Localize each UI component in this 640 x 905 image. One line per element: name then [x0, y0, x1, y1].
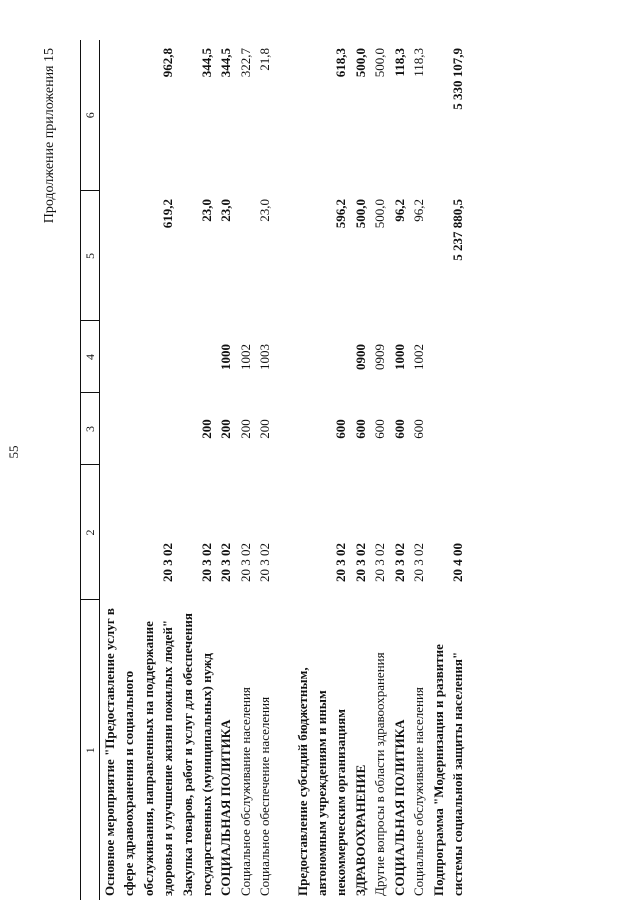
table-body [100, 40, 468, 900]
table-row [390, 40, 409, 900]
table-row [293, 40, 351, 900]
expense-type-code: 600 [411, 419, 427, 439]
table-row [429, 40, 468, 900]
target-article-code: 20 3 02 [237, 543, 253, 582]
table-row [100, 40, 178, 900]
expense-type-code: 200 [257, 419, 273, 439]
section-code [100, 321, 178, 393]
row-name: Закупка товаров, работ и услуг для обеспечения государственных (муниципальных) нужд [179, 613, 215, 896]
row-name: СОЦИАЛЬНАЯ ПОЛИТИКА [218, 719, 234, 896]
expense-type-code: 600 [352, 419, 368, 439]
column-header: 6 [81, 40, 100, 191]
section-code: 1000 [218, 344, 234, 370]
expense-type-code [100, 393, 178, 465]
section-code: 1002 [237, 344, 253, 370]
expense-type-code: 200 [199, 419, 215, 439]
target-article-code: 20 3 02 [333, 543, 349, 582]
section-code [429, 321, 468, 393]
target-article-code: 20 3 02 [391, 543, 407, 582]
table-row [409, 40, 428, 900]
table-row [178, 40, 217, 900]
amount-year-2: 118,3 [391, 48, 407, 77]
amount-year-1: 500,0 [352, 199, 368, 229]
amount-year-2: 344,5 [218, 48, 234, 78]
amount-year-1: 23,0 [218, 199, 234, 222]
amount-year-2: 118,3 [411, 48, 427, 77]
target-article-code: 20 3 02 [372, 543, 388, 582]
row-spacer [275, 40, 293, 900]
expense-type-code: 200 [218, 419, 234, 439]
amount-year-1: 619,2 [160, 199, 176, 229]
row-name: Другие вопросы в области здравоохранения [372, 652, 388, 896]
row-name: Предоставление субсидий бюджетным, автономным учреждениям и иным некоммерческим организациям [294, 667, 349, 896]
column-header: 4 [81, 321, 100, 393]
column-header: 2 [81, 465, 100, 600]
page-number: 55 [6, 445, 21, 459]
table-row [236, 40, 255, 900]
amount-year-1 [236, 191, 255, 321]
target-article-code: 20 4 00 [449, 543, 465, 582]
expense-type-code: 600 [372, 419, 388, 439]
expense-type-code: 200 [237, 419, 253, 439]
amount-year-2: 21,8 [257, 48, 273, 71]
row-name: Социальное обслуживание населения [237, 687, 253, 896]
section-code [178, 321, 217, 393]
section-code: 0909 [372, 344, 388, 370]
section-code: 1003 [257, 344, 273, 370]
amount-year-2: 962,8 [160, 48, 176, 78]
section-code: 0900 [352, 344, 368, 370]
row-name: Социальное обслуживание населения [411, 687, 427, 896]
row-name: Социальное обеспечение населения [257, 696, 273, 896]
amount-year-1: 5 237 880,5 [449, 199, 465, 261]
amount-year-2: 344,5 [199, 48, 215, 78]
amount-year-1: 96,2 [391, 199, 407, 222]
row-name: ЗДРАВООХРАНЕНИЕ [352, 764, 368, 896]
target-article-code: 20 3 02 [411, 543, 427, 582]
expense-type-code [429, 393, 468, 465]
amount-year-1: 500,0 [372, 199, 388, 229]
amount-year-2: 5 330 107,9 [449, 48, 465, 110]
amount-year-2: 618,3 [333, 48, 349, 78]
amount-year-1: 596,2 [333, 199, 349, 229]
amount-year-1: 96,2 [411, 199, 427, 222]
table-header-row [81, 40, 100, 900]
appendix-caption: Продолжение приложения 15 [42, 48, 57, 224]
expense-type-code: 600 [333, 419, 349, 439]
section-code: 1002 [411, 344, 427, 370]
amount-year-1: 23,0 [199, 199, 215, 222]
amount-year-2: 500,0 [372, 48, 388, 78]
amount-year-2: 322,7 [237, 48, 253, 78]
rotated-page [42, 40, 628, 900]
row-name: СОЦИАЛЬНАЯ ПОЛИТИКА [391, 719, 407, 896]
column-header: 1 [81, 600, 100, 900]
table-row [216, 40, 235, 900]
table-row [255, 40, 274, 900]
amount-year-1: 23,0 [257, 199, 273, 222]
row-name: Основное мероприятие "Предоставление услуг в сфере здравоохранения и социального обслуживания, направленных на поддержание здоровья и улучшение жизни пожилых людей" [102, 608, 176, 896]
section-code: 1000 [391, 344, 407, 370]
section-code [293, 321, 351, 393]
target-article-code: 20 3 02 [352, 543, 368, 582]
table-row [351, 40, 370, 900]
expense-type-code: 600 [391, 419, 407, 439]
target-article-code: 20 3 02 [218, 543, 234, 582]
table-row [370, 40, 389, 900]
row-name: Подпрограмма "Модернизация и развитие системы социальной защиты населения" [430, 644, 465, 896]
target-article-code: 20 3 02 [199, 543, 215, 582]
target-article-code: 20 3 02 [257, 543, 273, 582]
column-header: 3 [81, 393, 100, 465]
column-header: 5 [81, 191, 100, 321]
amount-year-2: 500,0 [352, 48, 368, 78]
target-article-code: 20 3 02 [160, 543, 176, 582]
budget-table [80, 40, 467, 900]
